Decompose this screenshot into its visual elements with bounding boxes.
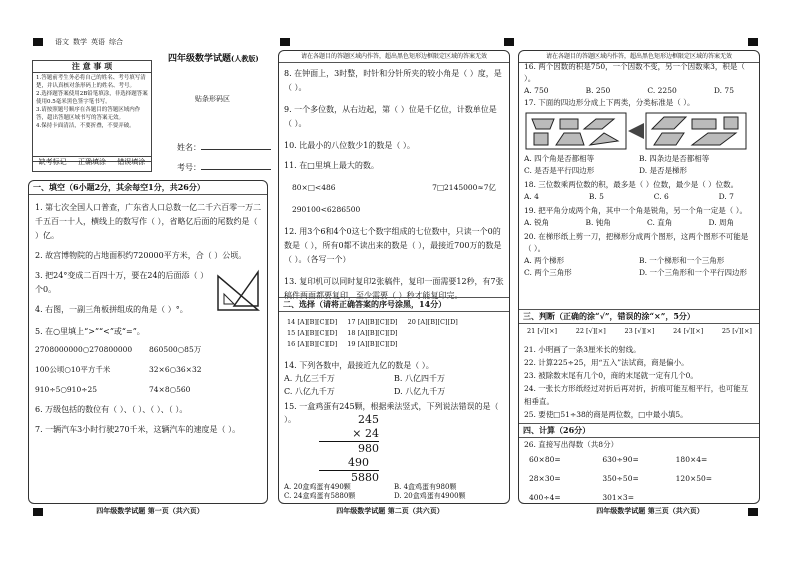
question-20-options: A. 两个梯形 B. 一个梯形和一个三角形 C. 两个三角形 D. 一个三角形和一个平行四边形 bbox=[524, 256, 748, 277]
question-9: 9. 一个多位数，从右边起，第（ ）位是千亿位，计数单位是（ ）。 bbox=[284, 105, 497, 128]
oral-calc-item: 120×50= bbox=[675, 474, 713, 483]
page-three-footer: 四年级数学试题 第三页（共六页） bbox=[596, 506, 704, 515]
question-14-options: A. 九亿三千万 B. 八亿四千万 C. 八亿九千万 D. 八亿九千万 bbox=[284, 374, 446, 396]
page-one-footer: 四年级数学试题 第一页（共六页） bbox=[96, 506, 204, 515]
question-24: 24. 一张长方形纸经过对折后再对折，折痕可能互相平行，也可能互相垂直。 bbox=[524, 384, 749, 406]
quadrilateral-groups bbox=[524, 111, 749, 151]
question-21: 21. 小明画了一条3厘米长的射线。 bbox=[524, 345, 641, 354]
question-17-options: A. 四个角是否都相等 B. 四条边是否都相等 C. 是否是平行四边形 D. 是否是梯形 bbox=[524, 154, 710, 175]
question-2: 2. 故宫博物院的占地面积约720000平方米，合（ ）公顷。 bbox=[35, 251, 247, 260]
oral-calc-item: 350÷50= bbox=[602, 474, 639, 483]
compare-item: 910÷5○910÷25 bbox=[35, 385, 98, 394]
question-19: 19. 把平角分成两个角，其中一个角是锐角，另一个角一定是（ ）。 bbox=[524, 206, 747, 215]
question-5: 5. 在○里填上“>”“<”或“=”。 bbox=[35, 327, 145, 336]
page-two-answer-area bbox=[278, 50, 510, 504]
notice-list: 1.答题前考生务必将自己的姓名、考号填写清楚，并认真核对条形码上的姓名、考号。 2.选择题答案使用2B铅笔填涂，非选择题答案使用0.5毫米黑色签字笔书写。 3.请按照题号顺序在各题目的答题区域内作答，超出答题区域书写的答案无效。 4.保持卡面清洁，不要折叠，不要弄破。 bbox=[36, 75, 148, 129]
compare-item: 74×8○560 bbox=[149, 385, 191, 394]
question-4: 4. 右图，一副三角板拼组成的角是（ ）°。 bbox=[35, 305, 188, 314]
choice-answer-grid bbox=[287, 317, 487, 350]
question-26: 26. 直接写出得数（共8分） bbox=[524, 440, 619, 449]
question-18: 18. 三位数乘两位数的积，最多是（ ）位数，最少是（ ）位数。 bbox=[524, 180, 739, 189]
oral-calc-item: 400÷4= bbox=[529, 493, 561, 502]
compare-item: 860500○85万 bbox=[149, 345, 202, 354]
choice-cell[interactable]: 14 [A][B][C][D] bbox=[287, 318, 338, 326]
section-choice-header: 二、选择（请将正确答案的序号涂黑，14分） bbox=[279, 297, 509, 312]
oral-calc-grid bbox=[529, 455, 749, 502]
question-15: 15. 一盒鸡蛋有245颗，根据乘法竖式，下列说法错误的是（ ）。 bbox=[284, 402, 499, 424]
question-1: 1. 第七次全国人口普查，广东省人口总数一亿二千六百零一万二千五百一十人，横线上的数写作（ ），省略亿后面的尾数约是（ ）亿。 bbox=[35, 203, 262, 240]
judge-answer-row bbox=[527, 327, 752, 335]
question-15-options: A. 20盒鸡蛋有490颗 B. 4盒鸡蛋有980颗 C. 24盒鸡蛋有5880颗 D. 20盒鸡蛋有4900颗 bbox=[284, 483, 466, 500]
name-field[interactable]: 姓名： bbox=[177, 142, 271, 153]
judge-cell[interactable]: 22 [√][×] bbox=[575, 327, 606, 335]
registration-mark bbox=[33, 38, 43, 46]
section-fill-blank-header: 一、填空（6小题2分，其余每空1分，共26分） bbox=[29, 181, 267, 195]
question-10: 10. 比最小的八位数少1的数是（ ）。 bbox=[284, 141, 415, 150]
page-two-questions-bottom bbox=[284, 359, 504, 426]
choice-cell[interactable]: 15 [A][B][C][D] bbox=[287, 329, 338, 337]
judge-questions bbox=[524, 343, 754, 421]
choice-cell[interactable]: 20 [A][B][C][D] bbox=[407, 318, 458, 326]
choice-cell[interactable]: 19 [A][B][C][D] bbox=[347, 340, 398, 348]
score-label: 英语 bbox=[91, 38, 105, 46]
registration-mark bbox=[504, 38, 514, 46]
choice-cell[interactable]: 16 [A][B][C][D] bbox=[287, 340, 338, 348]
question-17: 17. 下面的四边形分成上下两类，分类标准是（ ）。 bbox=[524, 98, 695, 107]
oral-calc-item: 60×80= bbox=[529, 455, 561, 464]
judge-cell[interactable]: 24 [√][×] bbox=[673, 327, 704, 335]
page-three-answer-area bbox=[518, 50, 760, 504]
compare-item: 2708000000○270800000 bbox=[35, 345, 133, 354]
judge-cell[interactable]: 23 [√][×] bbox=[624, 327, 655, 335]
barcode-label: 贴条形码区 bbox=[195, 95, 230, 103]
oral-calc-item: 28×30= bbox=[529, 474, 561, 483]
exam-title: 四年级数学试题(人教版) bbox=[168, 54, 259, 64]
oral-calc-item: 630÷90= bbox=[602, 455, 639, 464]
page-two-footer: 四年级数学试题 第二页（共六页） bbox=[336, 506, 444, 515]
question-16-options: A. 750 B. 250 C. 2250 D. 75 bbox=[524, 86, 734, 95]
question-5-items bbox=[35, 343, 263, 397]
fill-example-box: 缺考标记 正确填涂 错误填涂 bbox=[32, 156, 152, 172]
question-19-options: A. 锐角 B. 钝角 C. 直角 D. 周角 bbox=[524, 218, 734, 227]
score-label: 综合 bbox=[109, 38, 123, 46]
question-3: 3. 把24°变成二百四十万，要在24的后面添（ ）个0。 bbox=[35, 271, 205, 294]
question-18-options: A. 4 B. 5 C. 6 D. 7 bbox=[524, 192, 734, 201]
judge-cell[interactable]: 21 [√][×] bbox=[527, 327, 558, 335]
choice-cell[interactable]: 18 [A][B][C][D] bbox=[347, 329, 398, 337]
oral-calc-item: 180×4= bbox=[675, 455, 708, 464]
page-two-questions-top bbox=[284, 67, 504, 303]
oral-calc-item: 301×3= bbox=[602, 493, 634, 502]
page-three-top-note: 请在各题目的答题区域内作答，超出黑色矩形边框限定区域的答案无效 bbox=[519, 51, 759, 63]
question-7: 7. 一辆汽车3小时行驶270千米，这辆汽车的速度是（ ）。 bbox=[35, 425, 241, 434]
registration-mark bbox=[280, 38, 290, 46]
question-8: 8. 在钟面上，3时整，时针和分针所夹的较小角是（ ）度，是（ ）。 bbox=[284, 69, 502, 92]
question-6: 6. 万级包括的数位有（ ）、（ ）、（ ）、（ ）。 bbox=[35, 405, 188, 414]
page-one-questions bbox=[35, 201, 263, 437]
exam-no-field[interactable]: 考号： bbox=[177, 162, 271, 173]
judge-cell[interactable]: 25 [√][×] bbox=[721, 327, 752, 335]
score-boxes bbox=[55, 37, 165, 55]
page-three-questions bbox=[524, 61, 754, 279]
compare-item: 32×6○36×32 bbox=[149, 365, 202, 374]
compare-item: 100公顷○10平方千米 bbox=[35, 365, 111, 374]
question-12: 12. 用3个6和4个0这七个数字组成的七位数中，只读一个0的数是（ ），所有0都不读出来的数是（ ），最接近700万的数是（ ）。（各写一个） bbox=[284, 227, 502, 264]
registration-mark bbox=[748, 38, 758, 46]
question-23: 23. 被除数末尾有几个0，商的末尾就一定有几个0。 bbox=[524, 371, 698, 380]
question-16: 16. 两个因数的积是750，一个因数不变，另一个因数乘3，积是（ ）。 bbox=[524, 62, 745, 83]
set-square-icon bbox=[214, 266, 262, 314]
vertical-multiplication: 245 × 24 980 490 5880 bbox=[319, 413, 379, 485]
question-11-item-3: 290100<6286500 bbox=[292, 205, 361, 214]
page-one-answer-area bbox=[28, 180, 268, 504]
question-22: 22. 计算225÷25，用“五入”法试商，商是偏小。 bbox=[524, 358, 689, 367]
score-label: 语文 bbox=[55, 38, 69, 46]
score-label: 数学 bbox=[73, 38, 87, 46]
choice-cell[interactable]: 17 [A][B][C][D] bbox=[347, 318, 398, 326]
page-two-top-note: 请在各题目的答题区域内作答，超出黑色矩形边框限定区域的答案无效 bbox=[279, 51, 509, 63]
question-25: 25. 要使□51÷38的商是两位数，□中最小填5。 bbox=[524, 410, 688, 419]
notice-box bbox=[32, 60, 152, 162]
notice-title: 注 意 事 项 bbox=[33, 61, 151, 73]
question-13: 13. 复印机可以同时复印2张稿件，复印一面需要12秒，有7张稿件两面都要复印，至少需要（ ）秒才能复印完。 bbox=[284, 277, 504, 300]
registration-mark bbox=[33, 508, 43, 516]
question-20: 20. 在梯形纸上剪一刀，把梯形分成两个图形，这两个图形不可能是（ ）。 bbox=[524, 232, 749, 253]
section-calc-header: 四、计算（26分） bbox=[519, 423, 759, 438]
question-11-items: 80×□<486 7□2145000≈7亿 bbox=[292, 183, 496, 192]
question-14: 14. 下列各数中，最接近九亿的数是（ ）。 bbox=[284, 361, 434, 370]
question-11: 11. 在□里填上最大的数。 bbox=[284, 161, 379, 170]
registration-mark bbox=[748, 508, 758, 516]
section-judge-header: 三、判断（正确的涂“√”，错误的涂“×”，5分） bbox=[519, 309, 759, 324]
